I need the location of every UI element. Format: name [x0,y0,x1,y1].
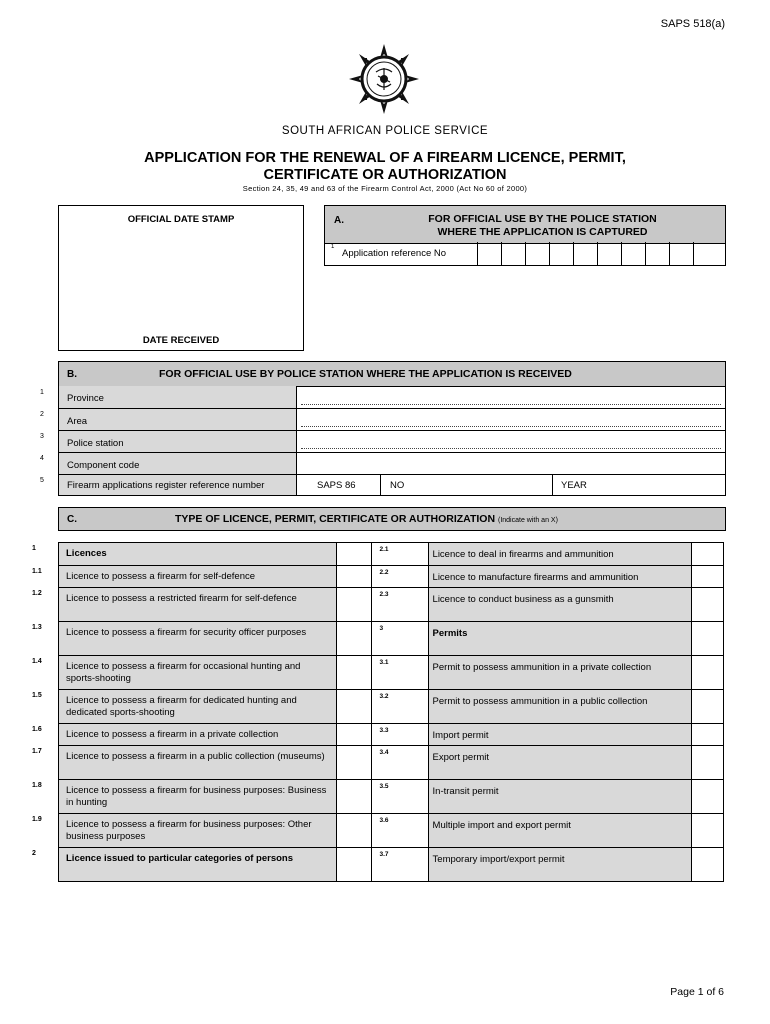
licence-right-number: 2.2 [372,566,428,588]
licence-left-label: Licence to possess a firearm for security officer purposes [59,622,337,656]
section-b-heading: FOR OFFICIAL USE BY POLICE STATION WHERE THE APPLICATION IS RECEIVED [159,368,572,380]
ref-cell[interactable] [549,242,573,265]
licence-right-checkbox[interactable] [691,690,723,724]
form-title-line2: CERTIFICATE OR AUTHORIZATION [263,167,507,183]
component-code-label: Component code [59,453,297,474]
ref-cell[interactable] [501,242,525,265]
stamp-label: OFFICIAL DATE STAMP [127,214,235,225]
licence-left-checkbox[interactable] [337,588,372,622]
licence-left-label: Licence to possess a firearm for dedicated hunting and dedicated sports-shooting [59,690,337,724]
licence-left-checkbox[interactable] [337,724,372,746]
section-b-letter: B. [67,369,77,380]
form-subtitle: Section 24, 35, 49 and 63 of the Firearm Control Act, 2000 (Act No 60 of 2000) [242,184,528,193]
licence-right-checkbox[interactable] [691,780,723,814]
licence-row-number: 1 [32,545,36,552]
licence-row-number: 1.2 [32,590,42,597]
licence-left-label: Licence to possess a firearm for occasional hunting and sports-shooting [59,656,337,690]
licence-right-checkbox[interactable] [691,814,723,848]
licence-right-number: 3 [372,622,428,656]
licence-right-checkbox[interactable] [691,656,723,690]
licence-row [59,848,724,882]
section-c-letter: C. [67,514,77,525]
official-date-stamp-box[interactable] [58,205,304,351]
licence-left-label: Licence to possess a firearm for business purposes: Business in hunting [59,780,337,814]
licence-left-label: Licence to possess a firearm for self-defence [59,566,337,588]
licence-right-number: 3.3 [372,724,428,746]
licence-row-number: 1.4 [32,658,42,665]
licence-right-label: Licence to manufacture firearms and ammunition [428,566,691,588]
province-row [58,386,726,409]
section-c-note: (Indicate with an X) [497,517,558,524]
component-code-row [58,453,726,475]
province-field[interactable] [301,404,721,405]
ref-cell[interactable] [645,242,669,265]
licence-left-label: Licence to possess a firearm in a private collection [59,724,337,746]
section-a-heading-line1: FOR OFFICIAL USE BY THE POLICE STATION [428,213,657,225]
licence-row [59,656,724,690]
ref-cell[interactable] [669,242,693,265]
province-label: Province [59,386,297,408]
licence-right-number: 3.2 [372,690,428,724]
licence-right-label: Licence to deal in firearms and ammunition [428,543,691,566]
licence-row [59,566,724,588]
licence-left-label: Licence to possess a firearm in a public collection (museums) [59,746,337,780]
licence-row [59,780,724,814]
licence-row [59,690,724,724]
ref-cell[interactable] [621,242,645,265]
licence-right-checkbox[interactable] [691,848,723,882]
section-b-header [58,361,726,387]
licence-row-number: 1.9 [32,816,42,823]
licence-left-checkbox[interactable] [337,656,372,690]
section-a-heading [365,213,720,239]
ref-cell[interactable] [477,242,501,265]
ref-cell[interactable] [597,242,621,265]
licence-right-checkbox[interactable] [691,543,723,566]
section-c-heading-text: TYPE OF LICENCE, PERMIT, CERTIFICATE OR AUTHORIZATION [175,513,496,525]
licence-right-label: Multiple import and export permit [428,814,691,848]
licence-right-number: 3.6 [372,814,428,848]
licence-row-number: 2 [32,850,36,857]
row-number: 4 [40,455,44,462]
licence-row-number: 1.3 [32,624,42,631]
licence-row-number: 1.5 [32,692,42,699]
form-title [0,150,770,184]
ref-row-number: 1 [331,244,335,250]
section-a-header [324,205,726,244]
ref-cell[interactable] [525,242,549,265]
licence-right-label: Permits [428,622,691,656]
licence-left-checkbox[interactable] [337,848,372,882]
licence-row [59,724,724,746]
area-row [58,409,726,431]
section-a-letter: A. [334,215,344,226]
row-number: 2 [40,411,44,418]
licence-right-label: Import permit [428,724,691,746]
licence-right-number: 3.4 [372,746,428,780]
licence-left-label: Licences [59,543,337,566]
licence-right-number: 3.5 [372,780,428,814]
licence-right-checkbox[interactable] [691,588,723,622]
licence-left-label: Licence to possess a firearm for business purposes: Other business purposes [59,814,337,848]
register-year-field[interactable]: YEAR [561,480,587,491]
licence-row [59,588,724,622]
register-no-field[interactable]: NO [381,475,553,495]
licence-right-label: Temporary import/export permit [428,848,691,882]
licence-right-number: 2.3 [372,588,428,622]
licence-right-number: 3.1 [372,656,428,690]
saps-emblem-icon [349,44,419,114]
licence-right-label: Licence to conduct business as a gunsmith [428,588,691,622]
police-station-row [58,431,726,453]
licence-left-checkbox[interactable] [337,690,372,724]
licence-left-checkbox[interactable] [337,814,372,848]
application-reference-cells [477,242,717,265]
date-received-label: DATE RECEIVED [142,335,220,346]
section-c-header [58,507,726,531]
row-number: 1 [40,389,44,396]
licence-left-checkbox[interactable] [337,543,372,566]
police-station-label: Police station [59,431,297,452]
page-number: Page 1 of 6 [670,986,724,998]
licence-row-number: 1.1 [32,568,42,575]
police-station-field[interactable] [301,448,721,449]
licence-right-number: 2.1 [372,543,428,566]
licence-right-label: Export permit [428,746,691,780]
licence-row-number: 1.6 [32,726,42,733]
ref-cell[interactable] [693,242,717,265]
licence-right-label: In-transit permit [428,780,691,814]
licence-left-label: Licence to possess a restricted firearm for self-defence [59,588,337,622]
licence-left-label: Licence issued to particular categories of persons [59,848,337,882]
section-c-heading [175,513,558,525]
register-reference-label: Firearm applications register reference number [59,475,297,495]
register-reference-row [58,475,726,496]
licence-row [59,622,724,656]
area-label: Area [59,409,297,430]
licence-right-checkbox[interactable] [691,746,723,780]
row-number: 3 [40,433,44,440]
form-title-line1: APPLICATION FOR THE RENEWAL OF A FIREARM LICENCE, PERMIT, [144,150,626,166]
application-reference-label: Application reference No [342,248,447,259]
licence-row [59,746,724,780]
licence-right-label: Permit to possess ammunition in a private collection [428,656,691,690]
application-reference-row [324,242,726,266]
licence-right-checkbox[interactable] [691,622,723,656]
section-a-heading-line2: WHERE THE APPLICATION IS CAPTURED [437,226,648,238]
area-field[interactable] [301,426,721,427]
licence-row [59,814,724,848]
row-number: 5 [40,477,44,484]
licence-row-number: 1.8 [32,782,42,789]
ref-cell[interactable] [573,242,597,265]
licence-left-checkbox[interactable] [337,566,372,588]
licence-row [59,543,724,566]
licence-right-number: 3.7 [372,848,428,882]
organisation-name: SOUTH AFRICAN POLICE SERVICE [281,125,489,137]
licence-type-table [58,542,724,882]
licence-right-label: Permit to possess ammunition in a public collection [428,690,691,724]
licence-right-checkbox[interactable] [691,566,723,588]
form-code: SAPS 518(a) [660,18,725,30]
licence-row-number: 1.7 [32,748,42,755]
saps86-cell: SAPS 86 [297,475,381,495]
licence-left-checkbox[interactable] [337,622,372,656]
licence-left-checkbox[interactable] [337,746,372,780]
licence-left-checkbox[interactable] [337,780,372,814]
licence-right-checkbox[interactable] [691,724,723,746]
